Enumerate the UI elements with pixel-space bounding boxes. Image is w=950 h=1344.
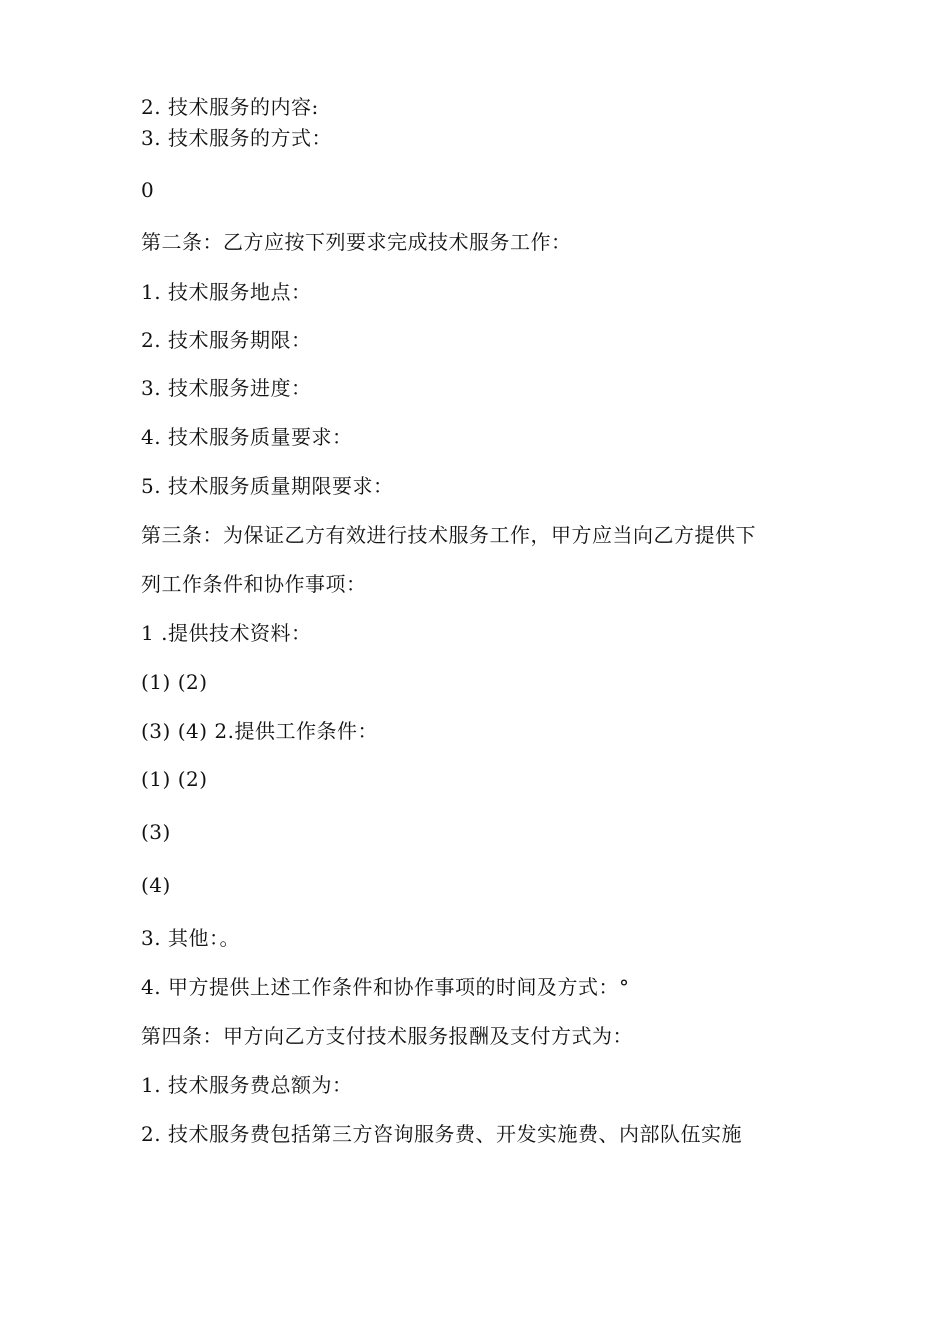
text-line-service-progress: 3. 技术服务进度：: [141, 376, 312, 400]
text-line-time-and-method: 4. 甲方提供上述工作条件和协作事项的时间及方式：°: [141, 975, 630, 999]
article-4-heading: 第四条：甲方向乙方支付技术服务报酬及支付方式为：: [141, 1024, 633, 1048]
text-line-provide-materials: 1 .提供技术资料：: [141, 621, 312, 645]
text-line-quality-requirements: 4. 技术服务质量要求：: [141, 425, 353, 449]
text-line-quality-period: 5. 技术服务质量期限要求：: [141, 474, 394, 498]
text-line-total-fee: 1. 技术服务费总额为：: [141, 1073, 353, 1097]
text-line-service-period: 2. 技术服务期限：: [141, 328, 312, 352]
text-line-service-location: 1. 技术服务地点：: [141, 280, 312, 304]
text-line-sub-items-3-4-conditions: (3) (4) 2.提供工作条件：: [141, 719, 378, 743]
text-line-fee-composition: 2. 技术服务费包括第三方咨询服务费、开发实施费、内部队伍实施: [141, 1122, 742, 1146]
text-line-sub-items-1-2-b: (1) (2): [141, 767, 208, 791]
text-line-sub-item-4: (4): [141, 873, 171, 897]
text-line-sub-item-3: (3): [141, 820, 171, 844]
text-line-zero: 0: [141, 178, 155, 202]
text-line-other: 3. 其他：。: [141, 926, 240, 950]
text-line-item-2-content: 2. 技术服务的内容:: [141, 95, 319, 119]
article-3-heading: 第三条：为保证乙方有效进行技术服务工作，甲方应当向乙方提供下: [141, 523, 756, 547]
text-line-sub-items-1-2: (1) (2): [141, 670, 208, 694]
article-3-heading-continued: 列工作条件和协作事项：: [141, 572, 367, 596]
text-line-item-3-method: 3. 技术服务的方式：: [141, 126, 332, 150]
article-2-heading: 第二条：乙方应按下列要求完成技术服务工作：: [141, 230, 572, 254]
